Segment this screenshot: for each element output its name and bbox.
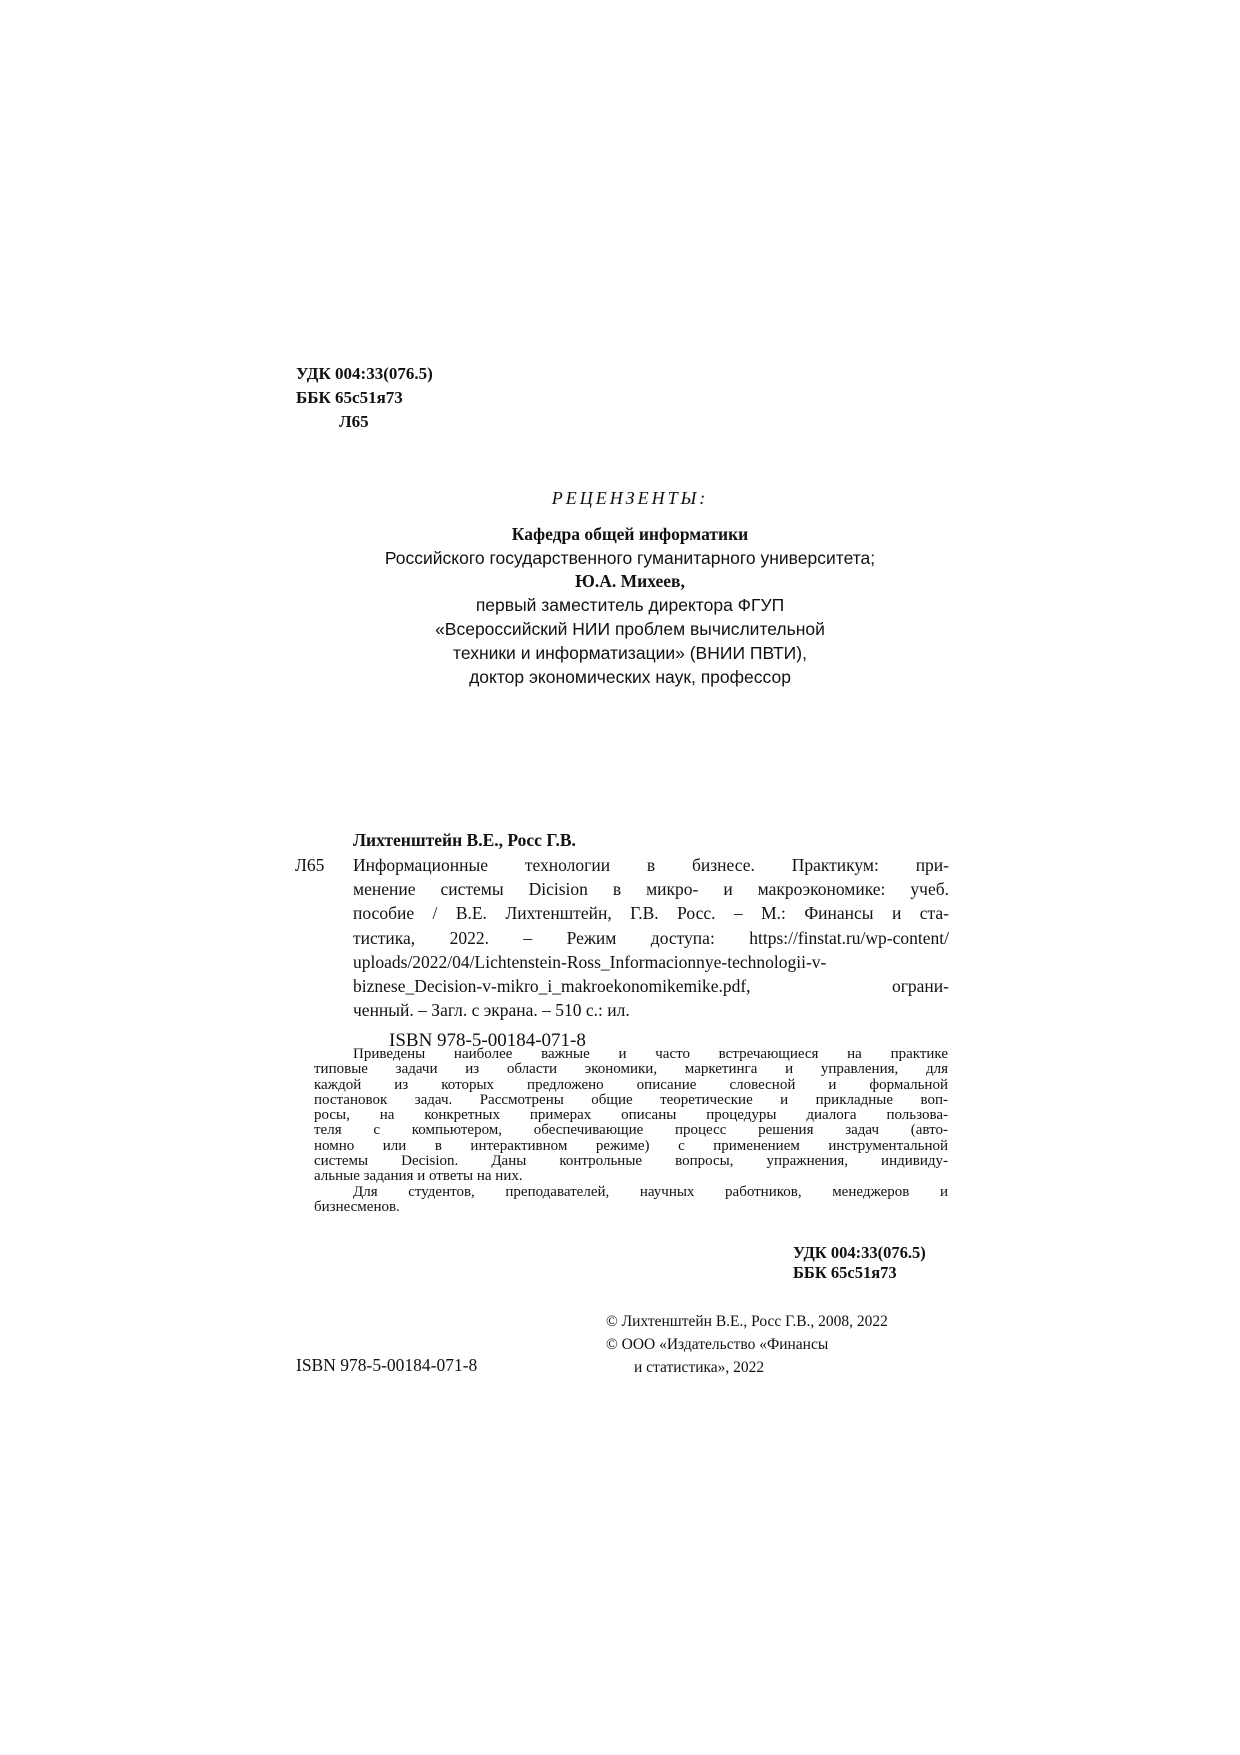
bib-line: ченный. – Загл. с экрана. – 510 с.: ил. [353,1000,630,1021]
bib-authors: Лихтенштейн В.Е., Росс Г.В. [353,830,576,850]
bib-description [353,853,949,1022]
reviewer-title-line: доктор экономических наук, профессор [469,667,791,687]
reviewer-department: Кафедра общей информатики [511,524,749,544]
bbk-code: ББК 65с51я73 [296,388,403,407]
annotation-line: номно или в интерактивном режиме) с применением инструментальной [314,1137,948,1154]
reviewers-section [300,485,960,689]
bib-line: тистика, 2022. – Режим доступа: https://finstat.ru/wp-content/ [353,927,949,948]
reviewer-title-line: техники и информатизации» (ВНИИ ПВТИ), [453,643,807,663]
bib-line: пособие / В.Е. Лихтенштейн, Г.В. Росс. – М.: Финансы и ста- [353,903,949,924]
annotation-line: постановок задач. Рассмотрены общие теоретические и прикладные воп- [314,1091,948,1108]
annotation-line: Приведены наиболее важные и часто встречающиеся на практике [353,1046,948,1062]
classification-codes-top [296,362,433,434]
copyright-line: © Лихтенштейн В.Е., Росс Г.В., 2008, 2022 [606,1313,888,1330]
bbk-code-bottom: ББК 65с51я73 [793,1263,897,1282]
udk-code: УДК 004:33(076.5) [296,364,433,383]
reviewer-title-line: первый заместитель директора ФГУП [475,595,785,615]
copyright-line: © ООО «Издательство «Финансы [606,1336,829,1353]
bib-isbn: ISBN 978-5-00184-071-8 [389,1030,586,1052]
reviewer-university: Российского государственного гуманитарного университета; [384,548,876,568]
annotation [314,1046,948,1215]
bibliographic-entry [295,827,955,1054]
copyright-line: и статистика», 2022 [634,1359,765,1376]
isbn-bottom: ISBN 978-5-00184-071-8 [296,1355,478,1375]
annotation-line: системы Decision. Даны контрольные вопросы, упражнения, индивиду- [314,1153,948,1170]
annotation-line: каждой из которых предложено описание словесной и формальной [314,1076,948,1093]
reviewer-name: Ю.А. Михеев, [575,571,685,591]
bib-code: Л65 [295,855,325,875]
author-mark: Л65 [339,412,369,431]
annotation-line: типовые задачи из области экономики, маркетинга и управления, для [314,1061,948,1078]
copyright-block [606,1310,888,1379]
annotation-line: теля с компьютером, обеспечивающие процесс решения задач (авто- [314,1122,948,1139]
classification-codes-bottom [793,1243,926,1283]
annotation-line: росы, на конкретных примерах описаны процедуры диалога пользова- [314,1107,948,1124]
annotation-line: бизнесменов. [314,1198,400,1215]
udk-code-bottom: УДК 004:33(076.5) [793,1243,926,1262]
annotation-line: альные задания и ответы на них. [314,1168,523,1185]
annotation-line: Для студентов, преподавателей, научных работников, менеджеров и [353,1183,948,1200]
bib-line: Информационные технологии в бизнесе. Практикум: при- [353,855,949,875]
bib-line: менение системы Dicision в микро- и макроэкономике: учеб. [353,879,949,900]
reviewer-title-line: «Всероссийский НИИ проблем вычислительной [435,619,825,639]
bib-line: uploads/2022/04/Lichtenstein-Ross_Informacionnye-technologii-v- [353,951,827,972]
reviewers-heading: РЕЦЕНЗЕНТЫ: [551,488,709,508]
bib-line: biznese_Decision-v-mikro_i_makroekonomikemike.pdf, ограни- [353,976,949,997]
